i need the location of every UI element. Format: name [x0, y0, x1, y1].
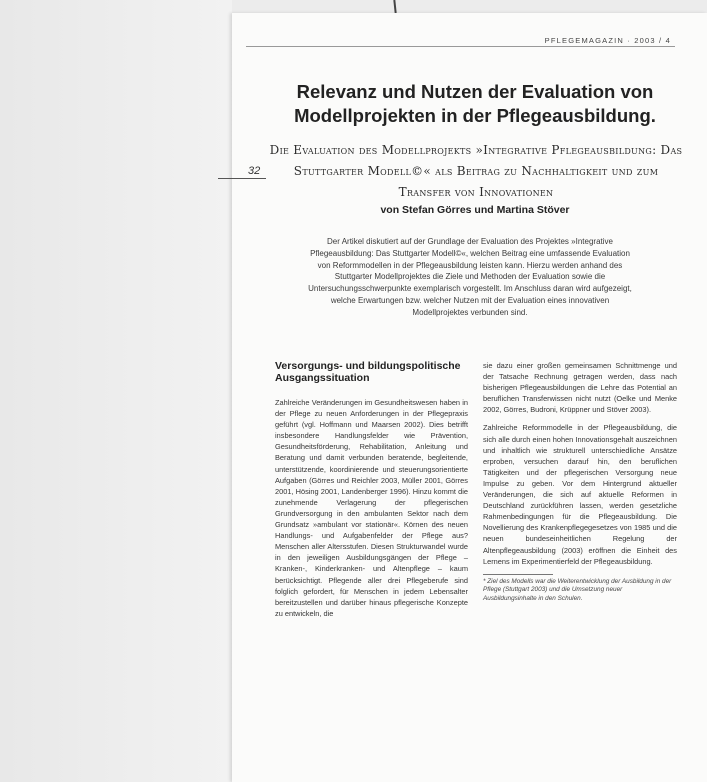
left-column-text: Zahlreiche Veränderungen im Gesundheitswesen haben in der Pflege zu neuen Anforderungen in der Pflegepraxis geführt (vgl. Hoffmann und Maarsen 2002). Dies betrifft insbesondere Handlungsfelder wie Prävention, Gesundheitsförderung, Rehabilitation, Anleitung und Beratung und damit verbunden beratende, begleitende, unterstützende, koordinierende und steuerungsorientierte Aufgaben (Görres und Reichler 2003, Müller 2001, Görres 2001, Hösing 2001, Landenberger 1996). Hinzu kommt die zunehmende Verlagerung der pflegerischen Grundversorgung in den ambulanten Sektor nach dem Grundsatz »ambulant vor stationär«. Körnen des neuen Handlungs- und Aufgabenfelder der Pflege aus? Menschen aller Altersstufen. Diesen Strukturwandel wurde in den jeweiligen Ausbildungsgängen der Pflege – Kranken-, Kinderkranken- und Altenpflege – kaum berücksichtigt. Pflegende aller drei Pflegeberufe sind folglich gefordert, für Menschen in jedem Lebensalter bereitzustellen und darüber hinaus pflegerische Konzepte zu entwickeln, die	[275, 398, 468, 618]
article-abstract: Der Artikel diskutiert auf der Grundlage der Evaluation des Projektes »Integrative Pflegeausbildung: Das Stuttgarter Modell©«, welchen Beitrag eine umfassende Evaluation von Reformmodellen in der Pflegeausbildung leisten kann. Hierzu werden anhand des Stuttgarter Modellprojektes die Ziele und Methoden der Evaluation sowie die Untersuchungsschwerpunkte exemplarisch vorgestellt. Im Anschluss daran wird aufgezeigt, welche Erwartungen bzw. welcher Nutzen mit der Evaluation eines innovativen Modellprojektes verbunden sind.	[308, 237, 632, 317]
pen-mark	[393, 0, 396, 13]
footnote-rule	[483, 574, 553, 575]
right-column	[483, 360, 677, 610]
running-head: PFLEGEMAGAZIN · 2003 / 4	[544, 36, 671, 45]
page-number-rule	[218, 178, 266, 179]
right-column-paragraph-1: sie dazu einer großen gemeinsamen Schnittmenge und der Tatsache Rechnung getragen werden, dass nach bisherigen Pflegeausbildungen die Lehre das Potential an beruflichen Transferwissen nicht nutzt (Oelke und Menke 2002, Görres, Budroni, Krüppner und Stöver 2003).	[483, 361, 677, 415]
left-column	[275, 360, 468, 626]
header-rule	[246, 46, 675, 47]
article-subtitle: Die Evaluation des Modellprojekts »Integrative Pflegeausbildung: Das Stuttgarter Modell©« als Beitrag zu Nachhaltigkeit und zum Transfer von Innovationen	[269, 143, 683, 199]
scan-background	[0, 0, 232, 782]
article-authors: von Stefan Görres und Martina Stöver	[380, 204, 570, 216]
footnote: * Ziel des Modells war die Weiterentwicklung der Ausbildung in der Pflege (Stuttgart 2003) und die Umsetzung neuer Ausbildungsinhalte in den Schulen.	[483, 577, 672, 602]
section-heading: Versorgungs- und bildungspolitische Ausgangssituation	[275, 360, 461, 384]
page-number: 32	[248, 165, 261, 177]
right-column-paragraph-2: Zahlreiche Reformmodelle in der Pflegeausbildung, die sich alle durch einen hohen Innovationsgehalt auszeichnen und inhaltlich wie strukturell unterschiedliche Ansätze erproben, versuchen darauf hin, den beruflichen Tätigkeiten und der pflegerischen Versorgung neue Impulse zu geben. Vor dem Hintergrund aktueller Veränderungen, die sich auf aktuelle Reformen in Deutschland zurückführen lassen, werden gesetzliche Rahmenbedingungen für die Pflegeausbildung. Die Novellierung des Krankenpflegegesetzes von 1985 und die neuen bundeseinheitlichen Regelung der Altenpflegeausbildung (2003) eröffnen die Einheit des Lernens im Experimentierfeld der Pflegeausbildung.	[483, 423, 677, 566]
article-title: Relevanz und Nutzen der Evaluation von Modellprojekten in der Pflegeausbildung.	[294, 81, 656, 126]
